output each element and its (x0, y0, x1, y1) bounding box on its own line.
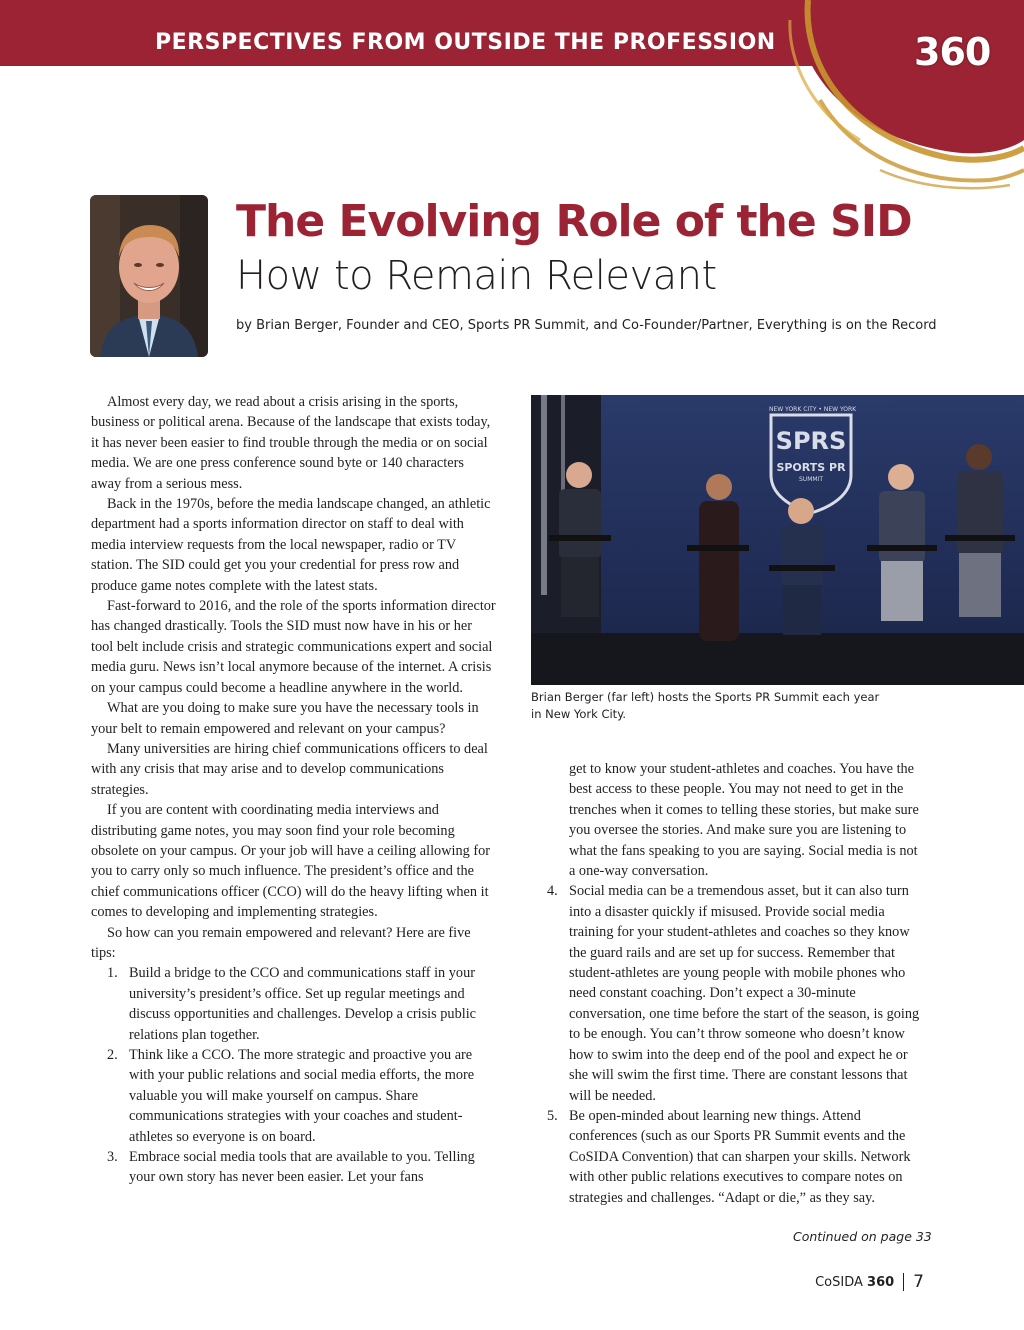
article-column-right (547, 759, 927, 1208)
tip-number: 1. (107, 965, 118, 982)
event-photo (531, 395, 1024, 685)
photo-caption: Brian Berger (far left) hosts the Sports PR Summit each year in New York City. (531, 690, 880, 721)
article-column-left (91, 392, 496, 1188)
paragraph: Many universities are hiring chief communications officers to deal with any crisis that may arise and to develop communications strategies. (91, 740, 488, 798)
tip-text: Social media can be a tremendous asset, but it can also turn into a disaster quickly if misused. Provide social media training for your student-athletes and coaches so they know the guard rails and are set up for success. Remember that student-athletes are young people with mobile phones who need constant coaching. Don’t expect a 30-minute conversation, one time before the start of the season, is going to be enough. You can’t throw someone who doesn’t know how to swim into the deep end of the pool and expect he or she will swim the first time. There are constant lessons that will be needed. (569, 883, 920, 1104)
backdrop-line2: SUMMIT (799, 476, 823, 483)
section-title: PERSPECTIVES FROM OUTSIDE THE PROFESSION (155, 30, 776, 55)
page-footer (815, 1272, 924, 1292)
article-byline: by Brian Berger, Founder and CEO, Sports PR Summit, and Co-Founder/Partner, Everything is on the Record (236, 318, 937, 333)
backdrop-line1: SPORTS PR (776, 461, 846, 474)
tip-item (547, 1106, 927, 1208)
tips-list-continued (547, 881, 927, 1208)
tip-item (91, 1045, 496, 1147)
paragraph: Back in the 1970s, before the media landscape changed, an athletic department had a sports information director on staff to deal with media interview requests from the local newspaper, radio or TV station. The SID could get you your credential for press row and produce game notes complete with the latest stats. (91, 496, 491, 594)
tip-text: Be open-minded about learning new things. Attend conferences (such as our Sports PR Summit events and the CoSIDA Convention) that can sharpen your skills. Network with other public relations executives to compare notes on strategies and challenges. “Adapt or die,” as they say. (569, 1107, 911, 1206)
backdrop-logo-text: SPRS (775, 427, 847, 455)
tip-number: 2. (107, 1047, 118, 1063)
tip-text: Build a bridge to the CCO and communications staff in your university’s president’s office. Set up regular meetings and discuss opportunities and challenges. Develop a crisis public relations plan together. (129, 965, 477, 1043)
tip-item (547, 881, 927, 1105)
tip-item (91, 1147, 496, 1188)
tip-number: 4. (547, 883, 558, 900)
tip-number: 5. (547, 1107, 558, 1124)
tip-number: 3. (107, 1149, 118, 1166)
footer-brand (815, 1275, 894, 1290)
backdrop-top-text: NEW YORK CITY • NEW YORK (769, 406, 857, 413)
tips-list (91, 963, 496, 1187)
tip-item (91, 963, 496, 1045)
footer-brand-prefix: CoSIDA (815, 1274, 863, 1290)
paragraph: What are you doing to make sure you have the necessary tools in your belt to remain empowered and relevant on your campus? (91, 700, 479, 737)
footer-divider (903, 1273, 904, 1291)
paragraph: Fast-forward to 2016, and the role of the sports information director has changed drastically. Tools the SID must now have in his or her tool belt include crisis and strategic communications expert and social media guru. News isn’t local anymore because of the internet. A crisis on your campus could become a headline anywhere in the world. (91, 598, 496, 696)
article-title: The Evolving Role of the SID (236, 196, 912, 247)
paragraph: Almost every day, we read about a crisis arising in the sports, business or political arena. Because of the landscape that exists today, it has never been easier to find trouble through the media or on social media. We are one press conference sound byte or 140 characters away from a serious mess. (91, 394, 491, 492)
article-subtitle: How to Remain Relevant (236, 253, 717, 299)
badge-360: 360 (914, 30, 991, 74)
footer-brand-bold: 360 (867, 1274, 895, 1290)
paragraph: If you are content with coordinating media interviews and distributing game notes, you may soon find your role becoming obsolete on your campus. Or your job will have a ceiling allowing for you to carry only so much influence. The president’s office and the chief communications officer (CCO) will do the heavy lifting when it comes to developing and implementing strategies. (91, 802, 491, 921)
tip-text: Think like a CCO. The more strategic and proactive you are with your public relations and social media efforts, the more valuable you will make yourself on campus. Share communications strategies with your coaches and student-athletes so everyone is on board. (129, 1047, 475, 1145)
paragraph: So how can you remain empowered and relevant? Here are five tips: (91, 924, 471, 961)
continued-note: Continued on page 33 (793, 1229, 932, 1244)
tip-text: Embrace social media tools that are available to you. Telling your own story has never been easier. Let your fans (129, 1149, 475, 1186)
author-portrait (90, 195, 208, 357)
page-number: 7 (913, 1272, 924, 1292)
tip-3-continued: get to know your student-athletes and coaches. You have the best access to these people. You may not need to get in the trenches when it comes to telling these stories, but make sure you oversee the stories. And make sure you are listening to what the fans speaking to you are saying. Social media is not a one-way conversation. (569, 761, 919, 880)
